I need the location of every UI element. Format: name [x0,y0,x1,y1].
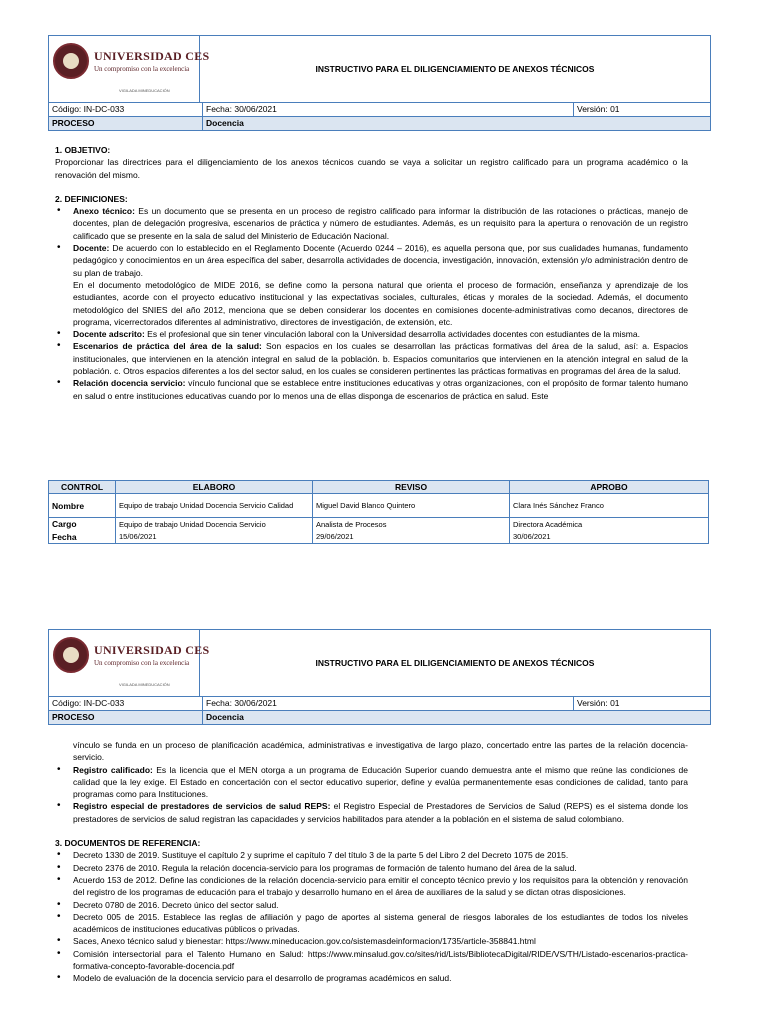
definition-item: • Registro especial de prestadores de servicios de salud REPS: el Registro Especial de Prestadores de Servicios de Salud (REPS) es el sistema donde los prestadores de servicios de salud registran las capacidades y servicios habilitados para atender a la población en el sistema de salud colombiano. [55,800,688,825]
version: Versión: 01 [577,698,620,708]
proceso-value: Docencia [206,118,244,128]
docente-extra-text: En el documento metodológico de MIDE 2016, se define como la persona natural que orienta el proceso de formación, enseñanza y aprendizaje de los estudiantes, acorde con el proyecto educativo institucional y las expectativas sociales, culturales, éticas y morales de la sociedad. Además, el documento metodológico del SNIES del año 2012, menciona que se deben considerar los docentes en comisiones docente-administrativas como decanos, directores de programa, vicerrectorados diferentes al administrativo, directores de investigación, de extensión, etc. [73,279,688,327]
cell: 15/06/2021 [116,531,313,544]
cell: Miguel David Blanco Quintero [313,494,510,518]
university-logo [49,630,210,696]
proceso-value: Docencia [206,712,244,722]
codigo: Código: IN-DC-033 [49,697,203,710]
reference-item: • Modelo de evaluación de la docencia servicio para el desarrollo de programas académicos en salud. [55,972,688,984]
row-label: Cargo [49,518,116,531]
cell: 29/06/2021 [313,531,510,544]
document-title: INSTRUCTIVO PARA EL DILIGENCIAMIENTO DE ANEXOS TÉCNICOS [315,64,595,74]
proceso-label: PROCESO [49,117,203,130]
cell: Clara Inés Sánchez Franco [510,494,709,518]
cell: Analista de Procesos [313,518,510,531]
reference-item: • Saces, Anexo técnico salud y bienestar: https://www.mineducacion.gov.co/sistemasdeinformacion/1735/article-358841.html [55,935,688,947]
row-label: Fecha [49,531,116,544]
definition-item: • Relación docencia servicio: vínculo funcional que se establece entre instituciones educativas y otras organizaciones, con el propósito de formar talento humano en salud o entre instituciones educativas cuando por lo menos una de ellas disponga de escenarios de práctica en salud. Este [55,377,688,402]
document-header [48,35,711,131]
section-objetivo-title: 1. OBJETIVO: [55,145,111,155]
logo-tagline: Un compromiso con la excelencia [94,659,190,667]
control-header: CONTROL [49,481,116,494]
document-header [48,629,711,725]
proceso-label: PROCESO [49,711,203,724]
aprobo-header: APROBO [510,481,709,494]
section-referencias-title: 3. DOCUMENTOS DE REFERENCIA: [55,838,201,849]
definition-item: • Docente adscrito: Es el profesional que sin tener vinculación laboral con la Universidad desarrolla actividades docentes con estudiantes de la misma. [55,328,688,340]
logo-small-tag: VIGILADA MINEDUCACIÓN [119,88,170,93]
section-definiciones-title: 2. DEFINICIONES: [55,193,128,204]
logo-tagline: Un compromiso con la excelencia [94,65,190,73]
reference-item: • Decreto 0780 de 2016. Decreto único del sector salud. [55,899,688,911]
reference-item: • Decreto 2376 de 2010. Regula la relación docencia-servicio para los programas de formación de talento humano del área de la salud. [55,862,688,874]
seal-icon [53,43,89,79]
cell: Directora Académica [510,518,709,531]
cell: Equipo de trabajo Unidad Docencia Servicio [116,518,313,531]
version: Versión: 01 [577,104,620,114]
reference-item: • Acuerdo 153 de 2012. Define las condiciones de la relación docencia-servicio para emitir el concepto técnico previo y los requisitos para la obtención y renovación del registro de los programas de educación para el trabajo y desarrollo humano en el área de auxiliares de la salud y se dictan otras disposiciones. [55,874,688,899]
continued-text: vínculo se funda en un proceso de planificación académica, administrativas e investigativa de largo plazo, concertado entre las partes de la relación docencia-servicio. [73,740,688,763]
fecha: Fecha: 30/06/2021 [203,697,574,710]
page2-content [55,739,688,985]
codigo: Código: IN-DC-033 [49,103,203,116]
row-label: Nombre [49,494,116,518]
objetivo-text: Proporcionar las directrices para el diligenciamiento de los anexos técnicos cuando se vaya a solicitar un registro calificado para un programa académico o la renovación del mismo. [55,157,688,180]
cell: 30/06/2021 [510,531,709,544]
definition-item: • Docente: De acuerdo con lo establecido en el Reglamento Docente (Acuerdo 0244 – 2016), es aquella persona que, por sus cualidades humanas, fundamento pedagógico y conocimientos en un área específica del saber, desarrolla actividades de docencia, investigación, innovación, extensión y/o administración dentro de su plan de trabajo. [55,242,688,279]
reviso-header: REVISO [313,481,510,494]
reference-item: • Comisión intersectorial para el Talento Humano en Salud: https://www.minsalud.gov.co/sites/rid/Lists/BibliotecaDigital/RIDE/VS/TH/Listado-escenarios-practica-formativa-concepto-favorable-docencia.pdf [55,948,688,973]
page1-content [55,144,688,402]
logo-brand: UNIVERSIDAD CES [94,643,210,657]
reference-item: • Decreto 1330 de 2019. Sustituye el capítulo 2 y suprime el capítulo 7 del título 3 de la parte 5 del Libro 2 del Decreto 1075 de 2015. [55,849,688,861]
reference-item: • Decreto 005 de 2015. Establece las reglas de afiliación y pago de aportes al sistema general de riesgos laborales de los estudiantes de todos los niveles académicos de instituciones educativas públicos o privadas. [55,911,688,936]
fecha: Fecha: 30/06/2021 [203,103,574,116]
definition-item: • Anexo técnico: Es un documento que se presenta en un proceso de registro calificado para informar la distribución de las rotaciones o prácticas, manejo de docentes, plan de delegación progresiva, escenarios de práctica y número de estudiantes. Además, es un requisito para la apertura o renovación de un registro calificado que se presente en la sala de salud del Ministerio de Educación Nacional. [55,205,688,242]
logo-brand: UNIVERSIDAD CES [94,49,210,63]
control-table [48,480,709,544]
logo-small-tag: VIGILADA MINEDUCACIÓN [119,682,170,687]
document-title: INSTRUCTIVO PARA EL DILIGENCIAMIENTO DE ANEXOS TÉCNICOS [315,658,595,668]
cell: Equipo de trabajo Unidad Docencia Servicio Calidad [116,494,313,518]
definition-item: • Escenarios de práctica del área de la salud: Son espacios en los cuales se desarrollan las prácticas formativas del área de la salud, así: a. Espacios institucionales, que intervienen en la atención integral en salud de la población. b. Espacios comunitarios que intervienen en la atención integral en salud de la población. c. Otros espacios diferentes a los del sector salud, en los cuales se consideren pertinentes las prácticas formativas en programas del área de la salud. [55,340,688,377]
seal-icon [53,637,89,673]
elaboro-header: ELABORO [116,481,313,494]
university-logo [49,36,210,102]
definition-item: • Registro calificado: Es la licencia que el MEN otorga a un programa de Educación Superior cuando demuestra ante el mismo que reúne las condiciones de calidad que la ley exige. El Estado en concertación con el sector educativo superior, define y evalúa permanentemente esas condiciones de calidad, tanto para programas como para Instituciones. [55,764,688,801]
